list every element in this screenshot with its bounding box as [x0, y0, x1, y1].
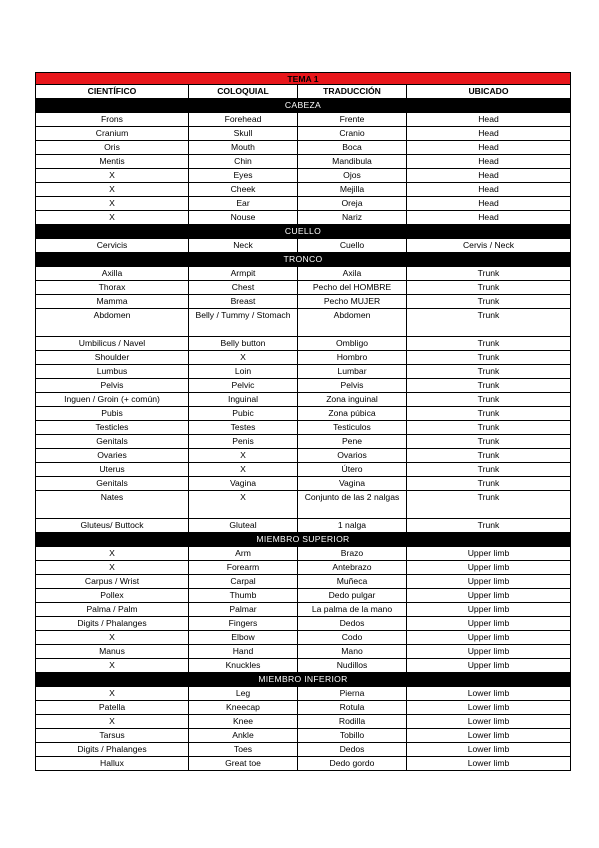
cell-cientifico: Pollex — [36, 589, 189, 602]
cell-ubicado: Upper limb — [467, 576, 510, 586]
cell-traduccion: Frente — [298, 113, 407, 126]
cell-ubicado: Trunk — [477, 366, 500, 376]
cell-ubicado: Upper limb — [467, 618, 510, 628]
cell-cientifico: Ovaries — [36, 449, 189, 462]
cell-traduccion: Zona púbica — [298, 407, 407, 420]
cell-cientifico: Manus — [36, 645, 189, 658]
cell-ubicado: Trunk — [477, 296, 500, 306]
table-row — [35, 645, 571, 659]
table-row — [35, 729, 571, 743]
cell-traduccion: Mano — [298, 645, 407, 658]
cell-ubicado: Head — [478, 156, 499, 166]
cell-cientifico: X — [36, 197, 189, 210]
cell-cientifico: X — [36, 687, 189, 700]
cell-cientifico: Shoulder — [36, 351, 189, 364]
section-header: MIEMBRO SUPERIOR — [35, 533, 571, 547]
cell-coloquial: Inguinal — [189, 393, 298, 406]
cell-traduccion: 1 nalga — [298, 519, 407, 532]
table-row — [35, 295, 571, 309]
cell-cientifico: X — [36, 631, 189, 644]
cell-ubicado: Upper limb — [467, 590, 510, 600]
table-row — [35, 155, 571, 169]
cell-coloquial: Neck — [189, 239, 298, 252]
table-row — [35, 309, 571, 337]
cell-traduccion: Brazo — [298, 547, 407, 560]
cell-traduccion: Dedos — [298, 617, 407, 630]
cell-traduccion: Codo — [298, 631, 407, 644]
cell-coloquial: Loin — [189, 365, 298, 378]
cell-ubicado: Upper limb — [467, 646, 510, 656]
cell-coloquial: Belly / Tummy / Stomach — [189, 309, 298, 336]
cell-cientifico: Uterus — [36, 463, 189, 476]
cell-ubicado: Trunk — [477, 492, 500, 502]
table-row — [35, 631, 571, 645]
table-row — [35, 421, 571, 435]
cell-ubicado: Trunk — [477, 352, 500, 362]
section-header: TRONCO — [35, 253, 571, 267]
cell-ubicado: Trunk — [477, 408, 500, 418]
table-row — [35, 589, 571, 603]
table-row — [35, 351, 571, 365]
cell-coloquial: Arm — [189, 547, 298, 560]
cell-cientifico: Thorax — [36, 281, 189, 294]
section-header: CUELLO — [35, 225, 571, 239]
cell-ubicado: Upper limb — [467, 660, 510, 670]
cell-traduccion: Cuello — [298, 239, 407, 252]
cell-traduccion: Abdomen — [298, 309, 407, 336]
cell-coloquial: Belly button — [189, 337, 298, 350]
cell-cientifico: X — [36, 547, 189, 560]
header-traduccion: TRADUCCIÓN — [298, 85, 407, 98]
cell-coloquial: Armpit — [189, 267, 298, 280]
table-row — [35, 603, 571, 617]
cell-traduccion: Lumbar — [298, 365, 407, 378]
cell-ubicado: Trunk — [477, 310, 500, 320]
cell-traduccion: Dedos — [298, 743, 407, 756]
cell-traduccion: Mandibula — [298, 155, 407, 168]
cell-traduccion: Nudillos — [298, 659, 407, 672]
cell-traduccion: Oreja — [298, 197, 407, 210]
cell-traduccion: Pecho del HOMBRE — [298, 281, 407, 294]
cell-cientifico: Gluteus/ Buttock — [36, 519, 189, 532]
cell-coloquial: Carpal — [189, 575, 298, 588]
cell-cientifico: Genitals — [36, 477, 189, 490]
cell-traduccion: Tobillo — [298, 729, 407, 742]
cell-ubicado: Upper limb — [467, 604, 510, 614]
cell-ubicado: Lower limb — [467, 758, 510, 768]
cell-traduccion: Nariz — [298, 211, 407, 224]
cell-ubicado: Trunk — [477, 338, 500, 348]
table-row — [35, 365, 571, 379]
cell-coloquial: Skull — [189, 127, 298, 140]
cell-coloquial: Knee — [189, 715, 298, 728]
cell-traduccion: Testiculos — [298, 421, 407, 434]
table-row — [35, 435, 571, 449]
table-title: TEMA 1 — [35, 72, 571, 85]
spreadsheet-table — [35, 72, 571, 771]
cell-traduccion: Muñeca — [298, 575, 407, 588]
cell-coloquial: Forehead — [189, 113, 298, 126]
table-body — [35, 99, 571, 771]
cell-coloquial: Cheek — [189, 183, 298, 196]
cell-cientifico: X — [36, 715, 189, 728]
table-row — [35, 463, 571, 477]
cell-traduccion: Antebrazo — [298, 561, 407, 574]
cell-ubicado: Trunk — [477, 422, 500, 432]
table-row — [35, 267, 571, 281]
cell-traduccion: Rodilla — [298, 715, 407, 728]
cell-coloquial: Breast — [189, 295, 298, 308]
cell-ubicado: Head — [478, 212, 499, 222]
cell-cientifico: Cranium — [36, 127, 189, 140]
table-row — [35, 281, 571, 295]
cell-coloquial: Pelvic — [189, 379, 298, 392]
cell-cientifico: Tarsus — [36, 729, 189, 742]
cell-ubicado: Lower limb — [467, 730, 510, 740]
header-cientifico: CIENTÍFICO — [36, 85, 189, 98]
cell-ubicado: Trunk — [477, 268, 500, 278]
cell-coloquial: Thumb — [189, 589, 298, 602]
cell-coloquial: X — [189, 463, 298, 476]
table-row — [35, 197, 571, 211]
cell-ubicado: Head — [478, 198, 499, 208]
table-row — [35, 547, 571, 561]
cell-coloquial: Leg — [189, 687, 298, 700]
cell-coloquial: Pubic — [189, 407, 298, 420]
cell-cientifico: Digits / Phalanges — [36, 617, 189, 630]
table-row — [35, 659, 571, 673]
cell-cientifico: Umbilicus / Navel — [36, 337, 189, 350]
table-row — [35, 757, 571, 771]
cell-cientifico: Axilla — [36, 267, 189, 280]
cell-ubicado: Head — [478, 184, 499, 194]
table-row — [35, 687, 571, 701]
cell-cientifico: X — [36, 561, 189, 574]
cell-cientifico: Digits / Phalanges — [36, 743, 189, 756]
cell-ubicado: Lower limb — [467, 744, 510, 754]
cell-coloquial: Toes — [189, 743, 298, 756]
cell-ubicado: Lower limb — [467, 688, 510, 698]
cell-ubicado: Upper limb — [467, 632, 510, 642]
cell-coloquial: Gluteal — [189, 519, 298, 532]
cell-coloquial: Ear — [189, 197, 298, 210]
table-row — [35, 715, 571, 729]
cell-traduccion: Dedo gordo — [298, 757, 407, 770]
cell-coloquial: Ankle — [189, 729, 298, 742]
cell-traduccion: Ovarios — [298, 449, 407, 462]
cell-cientifico: Pubis — [36, 407, 189, 420]
cell-coloquial: X — [189, 491, 298, 518]
section-header: MIEMBRO INFERIOR — [35, 673, 571, 687]
header-ubicado: UBICADO — [468, 86, 509, 96]
header-row — [35, 85, 571, 99]
table-row — [35, 183, 571, 197]
cell-cientifico: Nates — [36, 491, 189, 518]
cell-ubicado: Trunk — [477, 394, 500, 404]
table-row — [35, 337, 571, 351]
cell-traduccion: Pelvis — [298, 379, 407, 392]
table-row — [35, 393, 571, 407]
table-row — [35, 701, 571, 715]
cell-coloquial: Knuckles — [189, 659, 298, 672]
cell-coloquial: Kneecap — [189, 701, 298, 714]
cell-ubicado: Trunk — [477, 450, 500, 460]
cell-cientifico: Lumbus — [36, 365, 189, 378]
table-row — [35, 407, 571, 421]
cell-traduccion: Hombro — [298, 351, 407, 364]
table-row — [35, 477, 571, 491]
cell-cientifico: Genitals — [36, 435, 189, 448]
cell-traduccion: Mejilla — [298, 183, 407, 196]
cell-coloquial: Testes — [189, 421, 298, 434]
cell-traduccion: Ojos — [298, 169, 407, 182]
cell-traduccion: Pene — [298, 435, 407, 448]
cell-ubicado: Trunk — [477, 478, 500, 488]
cell-traduccion: La palma de la mano — [298, 603, 407, 616]
cell-coloquial: Chest — [189, 281, 298, 294]
table-row — [35, 449, 571, 463]
cell-traduccion: Rotula — [298, 701, 407, 714]
cell-coloquial: X — [189, 351, 298, 364]
cell-coloquial: Forearm — [189, 561, 298, 574]
cell-ubicado: Head — [478, 128, 499, 138]
table-row — [35, 617, 571, 631]
cell-traduccion: Vagina — [298, 477, 407, 490]
table-row — [35, 575, 571, 589]
cell-traduccion: Dedo pulgar — [298, 589, 407, 602]
cell-cientifico: Carpus / Wrist — [36, 575, 189, 588]
cell-coloquial: X — [189, 449, 298, 462]
cell-coloquial: Penis — [189, 435, 298, 448]
cell-ubicado: Trunk — [477, 282, 500, 292]
cell-ubicado: Head — [478, 142, 499, 152]
cell-coloquial: Elbow — [189, 631, 298, 644]
cell-coloquial: Hand — [189, 645, 298, 658]
table-row — [35, 169, 571, 183]
cell-ubicado: Lower limb — [467, 716, 510, 726]
table-row — [35, 141, 571, 155]
cell-ubicado: Head — [478, 114, 499, 124]
table-row — [35, 379, 571, 393]
cell-cientifico: X — [36, 183, 189, 196]
cell-traduccion: Boca — [298, 141, 407, 154]
table-row — [35, 743, 571, 757]
table-row — [35, 561, 571, 575]
cell-traduccion: Cranio — [298, 127, 407, 140]
table-row — [35, 519, 571, 533]
cell-coloquial: Eyes — [189, 169, 298, 182]
cell-cientifico: Testicles — [36, 421, 189, 434]
cell-traduccion: Útero — [298, 463, 407, 476]
cell-cientifico: Inguen / Groin (+ común) — [36, 393, 189, 406]
cell-cientifico: X — [36, 169, 189, 182]
table-row — [35, 211, 571, 225]
cell-traduccion: Zona inguinal — [298, 393, 407, 406]
cell-ubicado: Head — [478, 170, 499, 180]
cell-ubicado: Cervis / Neck — [462, 240, 515, 250]
cell-coloquial: Nouse — [189, 211, 298, 224]
cell-ubicado: Upper limb — [467, 548, 510, 558]
cell-cientifico: X — [36, 211, 189, 224]
cell-cientifico: Oris — [36, 141, 189, 154]
cell-ubicado: Trunk — [477, 380, 500, 390]
cell-cientifico: Abdomen — [36, 309, 189, 336]
cell-traduccion: Pecho MUJER — [298, 295, 407, 308]
header-coloquial: COLOQUIAL — [189, 85, 298, 98]
section-header: CABEZA — [35, 99, 571, 113]
cell-coloquial: Mouth — [189, 141, 298, 154]
cell-ubicado: Trunk — [477, 464, 500, 474]
cell-cientifico: Patella — [36, 701, 189, 714]
table-row — [35, 491, 571, 519]
cell-traduccion: Axila — [298, 267, 407, 280]
cell-coloquial: Chin — [189, 155, 298, 168]
cell-cientifico: X — [36, 659, 189, 672]
cell-traduccion: Pierna — [298, 687, 407, 700]
cell-cientifico: Mentis — [36, 155, 189, 168]
cell-ubicado: Trunk — [477, 436, 500, 446]
cell-ubicado: Trunk — [477, 520, 500, 530]
table-row — [35, 113, 571, 127]
cell-coloquial: Vagina — [189, 477, 298, 490]
cell-cientifico: Palma / Palm — [36, 603, 189, 616]
cell-coloquial: Palmar — [189, 603, 298, 616]
cell-cientifico: Cervicis — [36, 239, 189, 252]
cell-cientifico: Pelvis — [36, 379, 189, 392]
cell-traduccion: Conjunto de las 2 nalgas — [298, 491, 407, 518]
table-row — [35, 127, 571, 141]
table-row — [35, 239, 571, 253]
cell-traduccion: Ombligo — [298, 337, 407, 350]
cell-coloquial: Great toe — [189, 757, 298, 770]
cell-cientifico: Hallux — [36, 757, 189, 770]
cell-coloquial: Fingers — [189, 617, 298, 630]
cell-ubicado: Upper limb — [467, 562, 510, 572]
cell-cientifico: Mamma — [36, 295, 189, 308]
cell-cientifico: Frons — [36, 113, 189, 126]
cell-ubicado: Lower limb — [467, 702, 510, 712]
